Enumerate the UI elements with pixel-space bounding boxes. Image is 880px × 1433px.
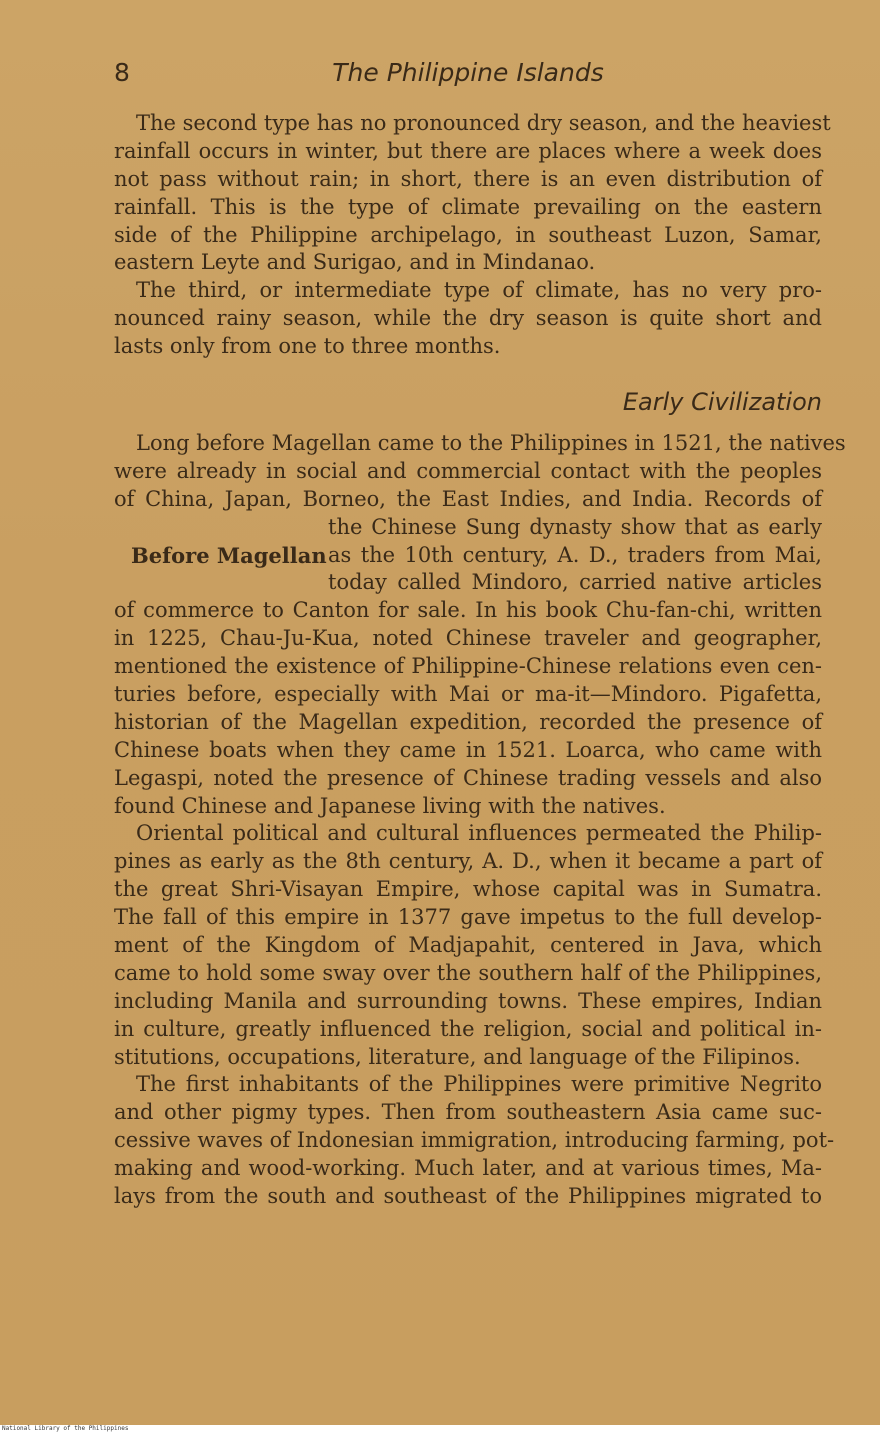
sidebar-row (114, 569, 822, 597)
text-line: ment of the Kingdom of Madjapahit, centered in Java, which (114, 933, 822, 958)
text-line: not pass without rain; in short, there is an even distribution of (114, 166, 822, 191)
text-line: in 1225, Chau-Ju-Kua, noted Chinese traveler and geographer, (114, 626, 822, 651)
text-line: mentioned the existence of Philippine-Chinese relations even cen- (114, 654, 822, 679)
text-line: nounced rainy season, while the dry season is quite short and (114, 306, 822, 331)
text-line: stitutions, occupations, literature, and language of the Filipinos. (114, 1044, 801, 1069)
text-line: the Chinese Sung dynasty show that as early (328, 514, 822, 539)
text-line: eastern Leyte and Surigao, and in Mindanao. (114, 250, 596, 275)
text-line: in culture, greatly influenced the religion, social and political in- (114, 1016, 822, 1041)
text-line: came to hold some sway over the southern half of the Philippines, (114, 960, 822, 985)
text-line: the great Shri-Visayan Empire, whose capital was in Sumatra. (114, 877, 822, 902)
text-line: including Manila and surrounding towns. These empires, Indian (114, 988, 822, 1013)
text-line: today called Mindoro, carried native articles (328, 570, 822, 595)
page-number: 8 (114, 58, 130, 87)
text-line: Legaspi, noted the presence of Chinese trading vessels and also (114, 765, 822, 790)
text-line: were already in social and commercial contact with the peoples (114, 458, 822, 483)
sidebar-row (114, 542, 822, 570)
text-line: cessive waves of Indonesian immigration, introducing farming, pot- (114, 1128, 835, 1153)
text-line: making and wood-working. Much later, and at various times, Ma- (114, 1156, 822, 1181)
text-line: of China, Japan, Borneo, the East Indies, and India. Records of (114, 486, 822, 511)
text-line: turies before, especially with Mai or ma-it—Mindoro. Pigafetta, (114, 682, 822, 707)
early-civilization-text (114, 430, 846, 1211)
page-header (114, 58, 822, 92)
running-title: The Philippine Islands (332, 58, 604, 87)
text-line: lasts only from one to three months. (114, 334, 501, 359)
text-line: rainfall occurs in winter, but there are places where a week does (114, 138, 822, 163)
text-line: found Chinese and Japanese living with the natives. (114, 793, 666, 818)
text-line: and other pigmy types. Then from southeastern Asia came suc- (114, 1100, 822, 1125)
climate-paragraphs (114, 110, 831, 361)
text-line: historian of the Magellan expedition, recorded the presence of (114, 709, 822, 734)
text-line: as the 10th century, A. D., traders from Mai, (328, 542, 822, 567)
footer-credit: National Library of the Philippines (0, 1425, 880, 1433)
text-line: of commerce to Canton for sale. In his book Chu-fan-chi, written (114, 598, 822, 623)
text-line: Oriental political and cultural influences permeated the Philip- (136, 821, 822, 846)
text-line: lays from the south and southeast of the Philippines migrated to (114, 1184, 822, 1209)
section-heading: Early Civilization (622, 388, 822, 416)
text-line: rainfall. This is the type of climate prevailing on the eastern (114, 194, 822, 219)
text-line: The fall of this empire in 1377 gave impetus to the full develop- (114, 905, 822, 930)
sidebar-row (114, 514, 822, 542)
text-line: pines as early as the 8th century, A. D., when it became a part of (114, 849, 822, 874)
sidebar-label: Before Magellan (131, 542, 327, 568)
text-line: Long before Magellan came to the Philippines in 1521, the natives (136, 431, 846, 455)
text-line: The second type has no pronounced dry season, and the heaviest (136, 111, 831, 135)
text-line: side of the Philippine archipelago, in southeast Luzon, Samar, (114, 222, 822, 247)
text-line: The first inhabitants of the Philippines were primitive Negrito (136, 1072, 822, 1097)
text-line: Chinese boats when they came in 1521. Loarca, who came with (114, 737, 822, 762)
text-line: The third, or intermediate type of climate, has no very pro- (136, 278, 822, 303)
